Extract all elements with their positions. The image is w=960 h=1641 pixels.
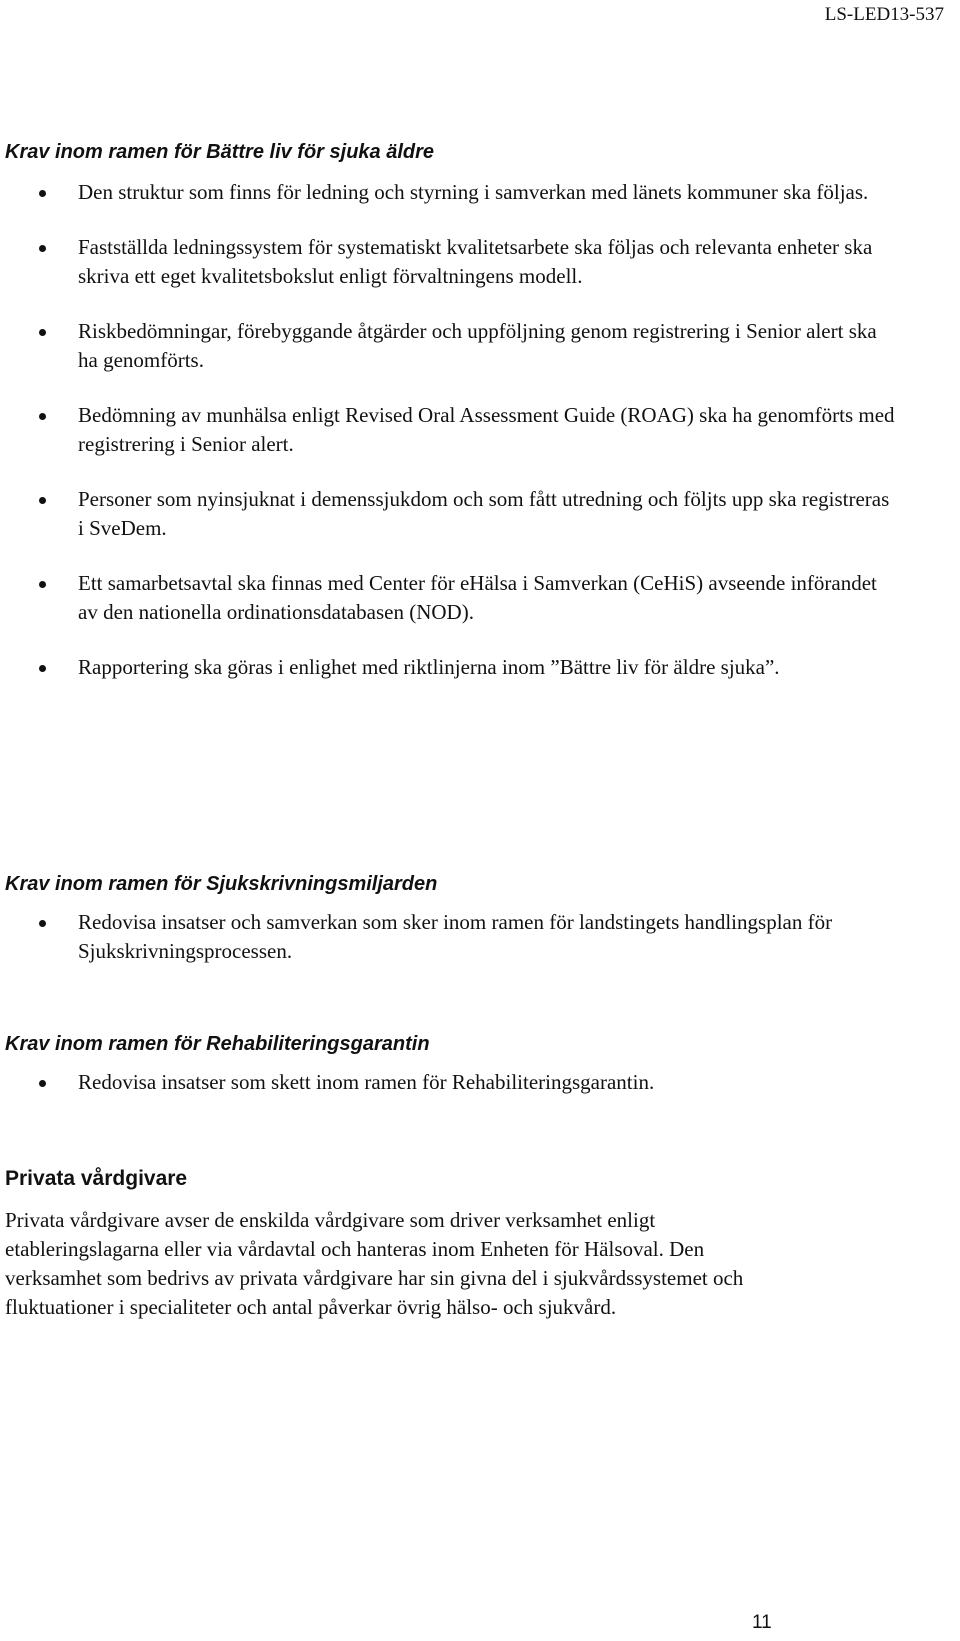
bullet-icon bbox=[39, 581, 46, 588]
list-item-text: Riskbedömningar, förebyggande åtgärder och uppföljning genom registrering i Senior alert ska ha genomförts. bbox=[78, 319, 877, 372]
bullet-icon bbox=[39, 497, 46, 504]
list-item bbox=[0, 908, 900, 966]
document-id: LS-LED13-537 bbox=[824, 4, 944, 25]
list-item bbox=[0, 569, 900, 627]
list-item bbox=[0, 178, 900, 207]
bullet-icon bbox=[39, 665, 46, 672]
list-item-text: Redovisa insatser som skett inom ramen för Rehabiliteringsgarantin. bbox=[78, 1070, 655, 1094]
privata-paragraph: Privata vårdgivare avser de enskilda vårdgivare som driver verksamhet enligt etableringslagarna eller via vårdavtal och hanteras inom Enheten för Hälsoval. Den verksamhet som bedrivs av privata vårdgivare har sin givna del i sjukvårdssystemet och fluktuationer i specialiteter och antal påverkar övrig hälso- och sjukvård. bbox=[5, 1208, 744, 1319]
sjukskrivning-list bbox=[0, 908, 900, 966]
list-item-text: Fastställda ledningssystem för systematiskt kvalitetsarbete ska följas och relevanta enheter ska skriva ett eget kvalitetsbokslut enligt förvaltningens modell. bbox=[78, 235, 873, 288]
bullet-icon bbox=[39, 190, 46, 197]
list-item bbox=[0, 401, 900, 459]
list-item-text: Rapportering ska göras i enlighet med riktlinjerna inom ”Bättre liv för äldre sjuka”. bbox=[78, 655, 780, 679]
list-item bbox=[0, 317, 900, 375]
bullet-icon bbox=[39, 329, 46, 336]
list-item bbox=[0, 1068, 900, 1097]
list-item-text: Den struktur som finns för ledning och styrning i samverkan med länets kommuner ska följas. bbox=[78, 180, 869, 204]
section-heading-rehabilitering: Krav inom ramen för Rehabiliteringsgarantin bbox=[5, 1033, 430, 1055]
list-item-text: Personer som nyinsjuknat i demenssjukdom och som fått utredning och följts upp ska registreras i SveDem. bbox=[78, 487, 890, 540]
list-item bbox=[0, 233, 900, 291]
list-item bbox=[0, 653, 900, 682]
rehabilitering-list bbox=[0, 1068, 900, 1097]
list-item-text: Ett samarbetsavtal ska finnas med Center för eHälsa i Samverkan (CeHiS) avseende införandet av den nationella ordinationsdatabasen (NOD). bbox=[78, 571, 877, 624]
section-heading-battre-liv: Krav inom ramen för Bättre liv för sjuka äldre bbox=[5, 141, 435, 163]
section-heading-privata: Privata vårdgivare bbox=[5, 1167, 188, 1190]
page-number: 11 bbox=[752, 1612, 772, 1633]
list-item bbox=[0, 485, 900, 543]
list-item-text: Bedömning av munhälsa enligt Revised Oral Assessment Guide (ROAG) ska ha genomförts med registrering i Senior alert. bbox=[78, 403, 895, 456]
battre-liv-list bbox=[0, 178, 900, 682]
bullet-icon bbox=[39, 1080, 46, 1087]
bullet-icon bbox=[39, 920, 46, 927]
bullet-icon bbox=[39, 245, 46, 252]
section-heading-sjukskrivning: Krav inom ramen för Sjukskrivningsmiljarden bbox=[5, 873, 438, 895]
list-item-text: Redovisa insatser och samverkan som sker inom ramen för landstingets handlingsplan för Sjukskrivningsprocessen. bbox=[78, 910, 833, 963]
bullet-icon bbox=[39, 413, 46, 420]
